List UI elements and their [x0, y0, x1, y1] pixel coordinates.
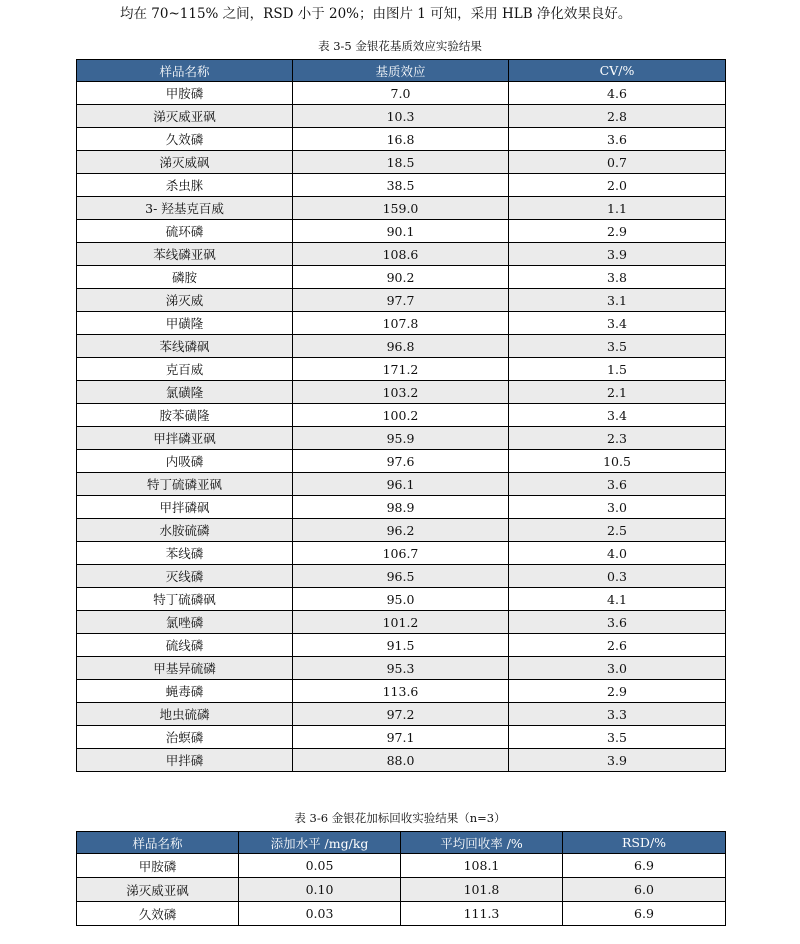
sample-name-cell: 特丁硫磷亚砜 — [77, 473, 293, 496]
table-row — [77, 266, 726, 289]
matrix-effect-cell: 103.2 — [293, 381, 509, 404]
table-row — [77, 588, 726, 611]
table-row — [77, 105, 726, 128]
sample-name-cell: 涕灭威亚砜 — [77, 105, 293, 128]
matrix-effect-cell: 97.6 — [293, 450, 509, 473]
sample-name-cell: 胺苯磺隆 — [77, 404, 293, 427]
spike-level-cell: 0.03 — [239, 902, 401, 926]
recovery-table — [76, 831, 726, 926]
column-header-rsd: RSD/% — [563, 832, 726, 854]
sample-name-cell: 甲磺隆 — [77, 312, 293, 335]
table-row — [77, 749, 726, 772]
table-row — [77, 657, 726, 680]
table-row — [77, 174, 726, 197]
cv-cell: 2.3 — [509, 427, 726, 450]
sample-name-cell: 甲拌磷 — [77, 749, 293, 772]
cv-cell: 3.9 — [509, 243, 726, 266]
table-header-row — [77, 832, 726, 854]
table-row — [77, 496, 726, 519]
cv-cell: 3.5 — [509, 335, 726, 358]
column-header-sample-name: 样品名称 — [77, 60, 293, 82]
matrix-effect-cell: 38.5 — [293, 174, 509, 197]
sample-name-cell: 杀虫脒 — [77, 174, 293, 197]
matrix-effect-cell: 113.6 — [293, 680, 509, 703]
matrix-effect-cell: 18.5 — [293, 151, 509, 174]
matrix-effect-cell: 10.3 — [293, 105, 509, 128]
matrix-effect-cell: 90.2 — [293, 266, 509, 289]
table-row — [77, 381, 726, 404]
table-row — [77, 542, 726, 565]
cv-cell: 2.8 — [509, 105, 726, 128]
cv-cell: 1.5 — [509, 358, 726, 381]
table-row — [77, 289, 726, 312]
cv-cell: 3.6 — [509, 473, 726, 496]
column-header-sample-name: 样品名称 — [77, 832, 239, 854]
matrix-effect-cell: 96.2 — [293, 519, 509, 542]
matrix-effect-cell: 95.3 — [293, 657, 509, 680]
cv-cell: 3.9 — [509, 749, 726, 772]
rsd-cell: 6.9 — [563, 902, 726, 926]
sample-name-cell: 苯线磷砜 — [77, 335, 293, 358]
sample-name-cell: 甲胺磷 — [77, 854, 239, 878]
cv-cell: 3.0 — [509, 496, 726, 519]
cv-cell: 3.1 — [509, 289, 726, 312]
matrix-effect-cell: 171.2 — [293, 358, 509, 381]
table-row — [77, 565, 726, 588]
sample-name-cell: 久效磷 — [77, 902, 239, 926]
sample-name-cell: 硫线磷 — [77, 634, 293, 657]
cv-cell: 0.7 — [509, 151, 726, 174]
matrix-effect-cell: 7.0 — [293, 82, 509, 105]
cv-cell: 2.6 — [509, 634, 726, 657]
sample-name-cell: 甲拌磷砜 — [77, 496, 293, 519]
sample-name-cell: 涕灭威亚砜 — [77, 878, 239, 902]
sample-name-cell: 蝇毒磷 — [77, 680, 293, 703]
table-row — [77, 243, 726, 266]
cv-cell: 3.4 — [509, 312, 726, 335]
column-header-matrix-effect: 基质效应 — [293, 60, 509, 82]
table-row — [77, 902, 726, 926]
cv-cell: 4.1 — [509, 588, 726, 611]
matrix-effect-table — [76, 59, 726, 772]
matrix-effect-cell: 95.0 — [293, 588, 509, 611]
sample-name-cell: 克百威 — [77, 358, 293, 381]
mean-recovery-cell: 111.3 — [401, 902, 563, 926]
cv-cell: 10.5 — [509, 450, 726, 473]
matrix-effect-cell: 159.0 — [293, 197, 509, 220]
cv-cell: 2.0 — [509, 174, 726, 197]
table-row — [77, 703, 726, 726]
matrix-effect-cell: 90.1 — [293, 220, 509, 243]
matrix-effect-cell: 100.2 — [293, 404, 509, 427]
rsd-cell: 6.0 — [563, 878, 726, 902]
column-header-spike-level: 添加水平 /mg/kg — [239, 832, 401, 854]
sample-name-cell: 内吸磷 — [77, 450, 293, 473]
sample-name-cell: 苯线磷亚砜 — [77, 243, 293, 266]
table-row — [77, 450, 726, 473]
spike-level-cell: 0.10 — [239, 878, 401, 902]
table-row — [77, 680, 726, 703]
sample-name-cell: 涕灭威 — [77, 289, 293, 312]
table-row — [77, 427, 726, 450]
column-header-cv: CV/% — [509, 60, 726, 82]
cv-cell: 2.5 — [509, 519, 726, 542]
cv-cell: 4.0 — [509, 542, 726, 565]
cv-cell: 0.3 — [509, 565, 726, 588]
mean-recovery-cell: 101.8 — [401, 878, 563, 902]
table-row — [77, 312, 726, 335]
table-row — [77, 128, 726, 151]
sample-name-cell: 久效磷 — [77, 128, 293, 151]
matrix-effect-cell: 101.2 — [293, 611, 509, 634]
cv-cell: 3.4 — [509, 404, 726, 427]
table-row — [77, 473, 726, 496]
matrix-effect-cell: 96.5 — [293, 565, 509, 588]
table-row — [77, 611, 726, 634]
sample-name-cell: 特丁硫磷砜 — [77, 588, 293, 611]
table-3-5-caption: 表 3-5 金银花基质效应实验结果 — [318, 39, 482, 53]
sample-name-cell: 甲胺磷 — [77, 82, 293, 105]
sample-name-cell: 甲拌磷亚砜 — [77, 427, 293, 450]
cv-cell: 2.9 — [509, 220, 726, 243]
cv-cell: 3.0 — [509, 657, 726, 680]
sample-name-cell: 水胺硫磷 — [77, 519, 293, 542]
spike-level-cell: 0.05 — [239, 854, 401, 878]
sample-name-cell: 苯线磷 — [77, 542, 293, 565]
matrix-effect-cell: 97.2 — [293, 703, 509, 726]
matrix-effect-cell: 96.1 — [293, 473, 509, 496]
matrix-effect-cell: 97.1 — [293, 726, 509, 749]
table-row — [77, 634, 726, 657]
sample-name-cell: 灭线磷 — [77, 565, 293, 588]
cv-cell: 3.8 — [509, 266, 726, 289]
matrix-effect-cell: 108.6 — [293, 243, 509, 266]
cv-cell: 4.6 — [509, 82, 726, 105]
intro-paragraph: 均在 70~115% 之间，RSD 小于 20%；由图片 1 可知，采用 HLB 净化效果良好。 — [120, 6, 632, 22]
rsd-cell: 6.9 — [563, 854, 726, 878]
table-row — [77, 854, 726, 878]
cv-cell: 2.9 — [509, 680, 726, 703]
matrix-effect-cell: 96.8 — [293, 335, 509, 358]
table-row — [77, 878, 726, 902]
table-row — [77, 151, 726, 174]
table-row — [77, 220, 726, 243]
table-row — [77, 358, 726, 381]
column-header-mean-recovery: 平均回收率 /% — [401, 832, 563, 854]
cv-cell: 3.3 — [509, 703, 726, 726]
table-header-row — [77, 60, 726, 82]
cv-cell: 1.1 — [509, 197, 726, 220]
cv-cell: 3.6 — [509, 128, 726, 151]
sample-name-cell: 氯唑磷 — [77, 611, 293, 634]
table-row — [77, 197, 726, 220]
cv-cell: 2.1 — [509, 381, 726, 404]
sample-name-cell: 涕灭威砜 — [77, 151, 293, 174]
table-3-6-caption: 表 3-6 金银花加标回收实验结果（n=3） — [294, 811, 506, 825]
matrix-effect-cell: 91.5 — [293, 634, 509, 657]
matrix-effect-cell: 98.9 — [293, 496, 509, 519]
cv-cell: 3.5 — [509, 726, 726, 749]
matrix-effect-cell: 95.9 — [293, 427, 509, 450]
cv-cell: 3.6 — [509, 611, 726, 634]
table-row — [77, 726, 726, 749]
sample-name-cell: 硫环磷 — [77, 220, 293, 243]
sample-name-cell: 治螟磷 — [77, 726, 293, 749]
sample-name-cell: 氯磺隆 — [77, 381, 293, 404]
table-row — [77, 335, 726, 358]
matrix-effect-cell: 88.0 — [293, 749, 509, 772]
sample-name-cell: 3- 羟基克百威 — [77, 197, 293, 220]
table-row — [77, 519, 726, 542]
matrix-effect-cell: 97.7 — [293, 289, 509, 312]
matrix-effect-cell: 106.7 — [293, 542, 509, 565]
matrix-effect-cell: 16.8 — [293, 128, 509, 151]
table-row — [77, 82, 726, 105]
sample-name-cell: 磷胺 — [77, 266, 293, 289]
table-row — [77, 404, 726, 427]
matrix-effect-cell: 107.8 — [293, 312, 509, 335]
sample-name-cell: 甲基异硫磷 — [77, 657, 293, 680]
sample-name-cell: 地虫硫磷 — [77, 703, 293, 726]
mean-recovery-cell: 108.1 — [401, 854, 563, 878]
